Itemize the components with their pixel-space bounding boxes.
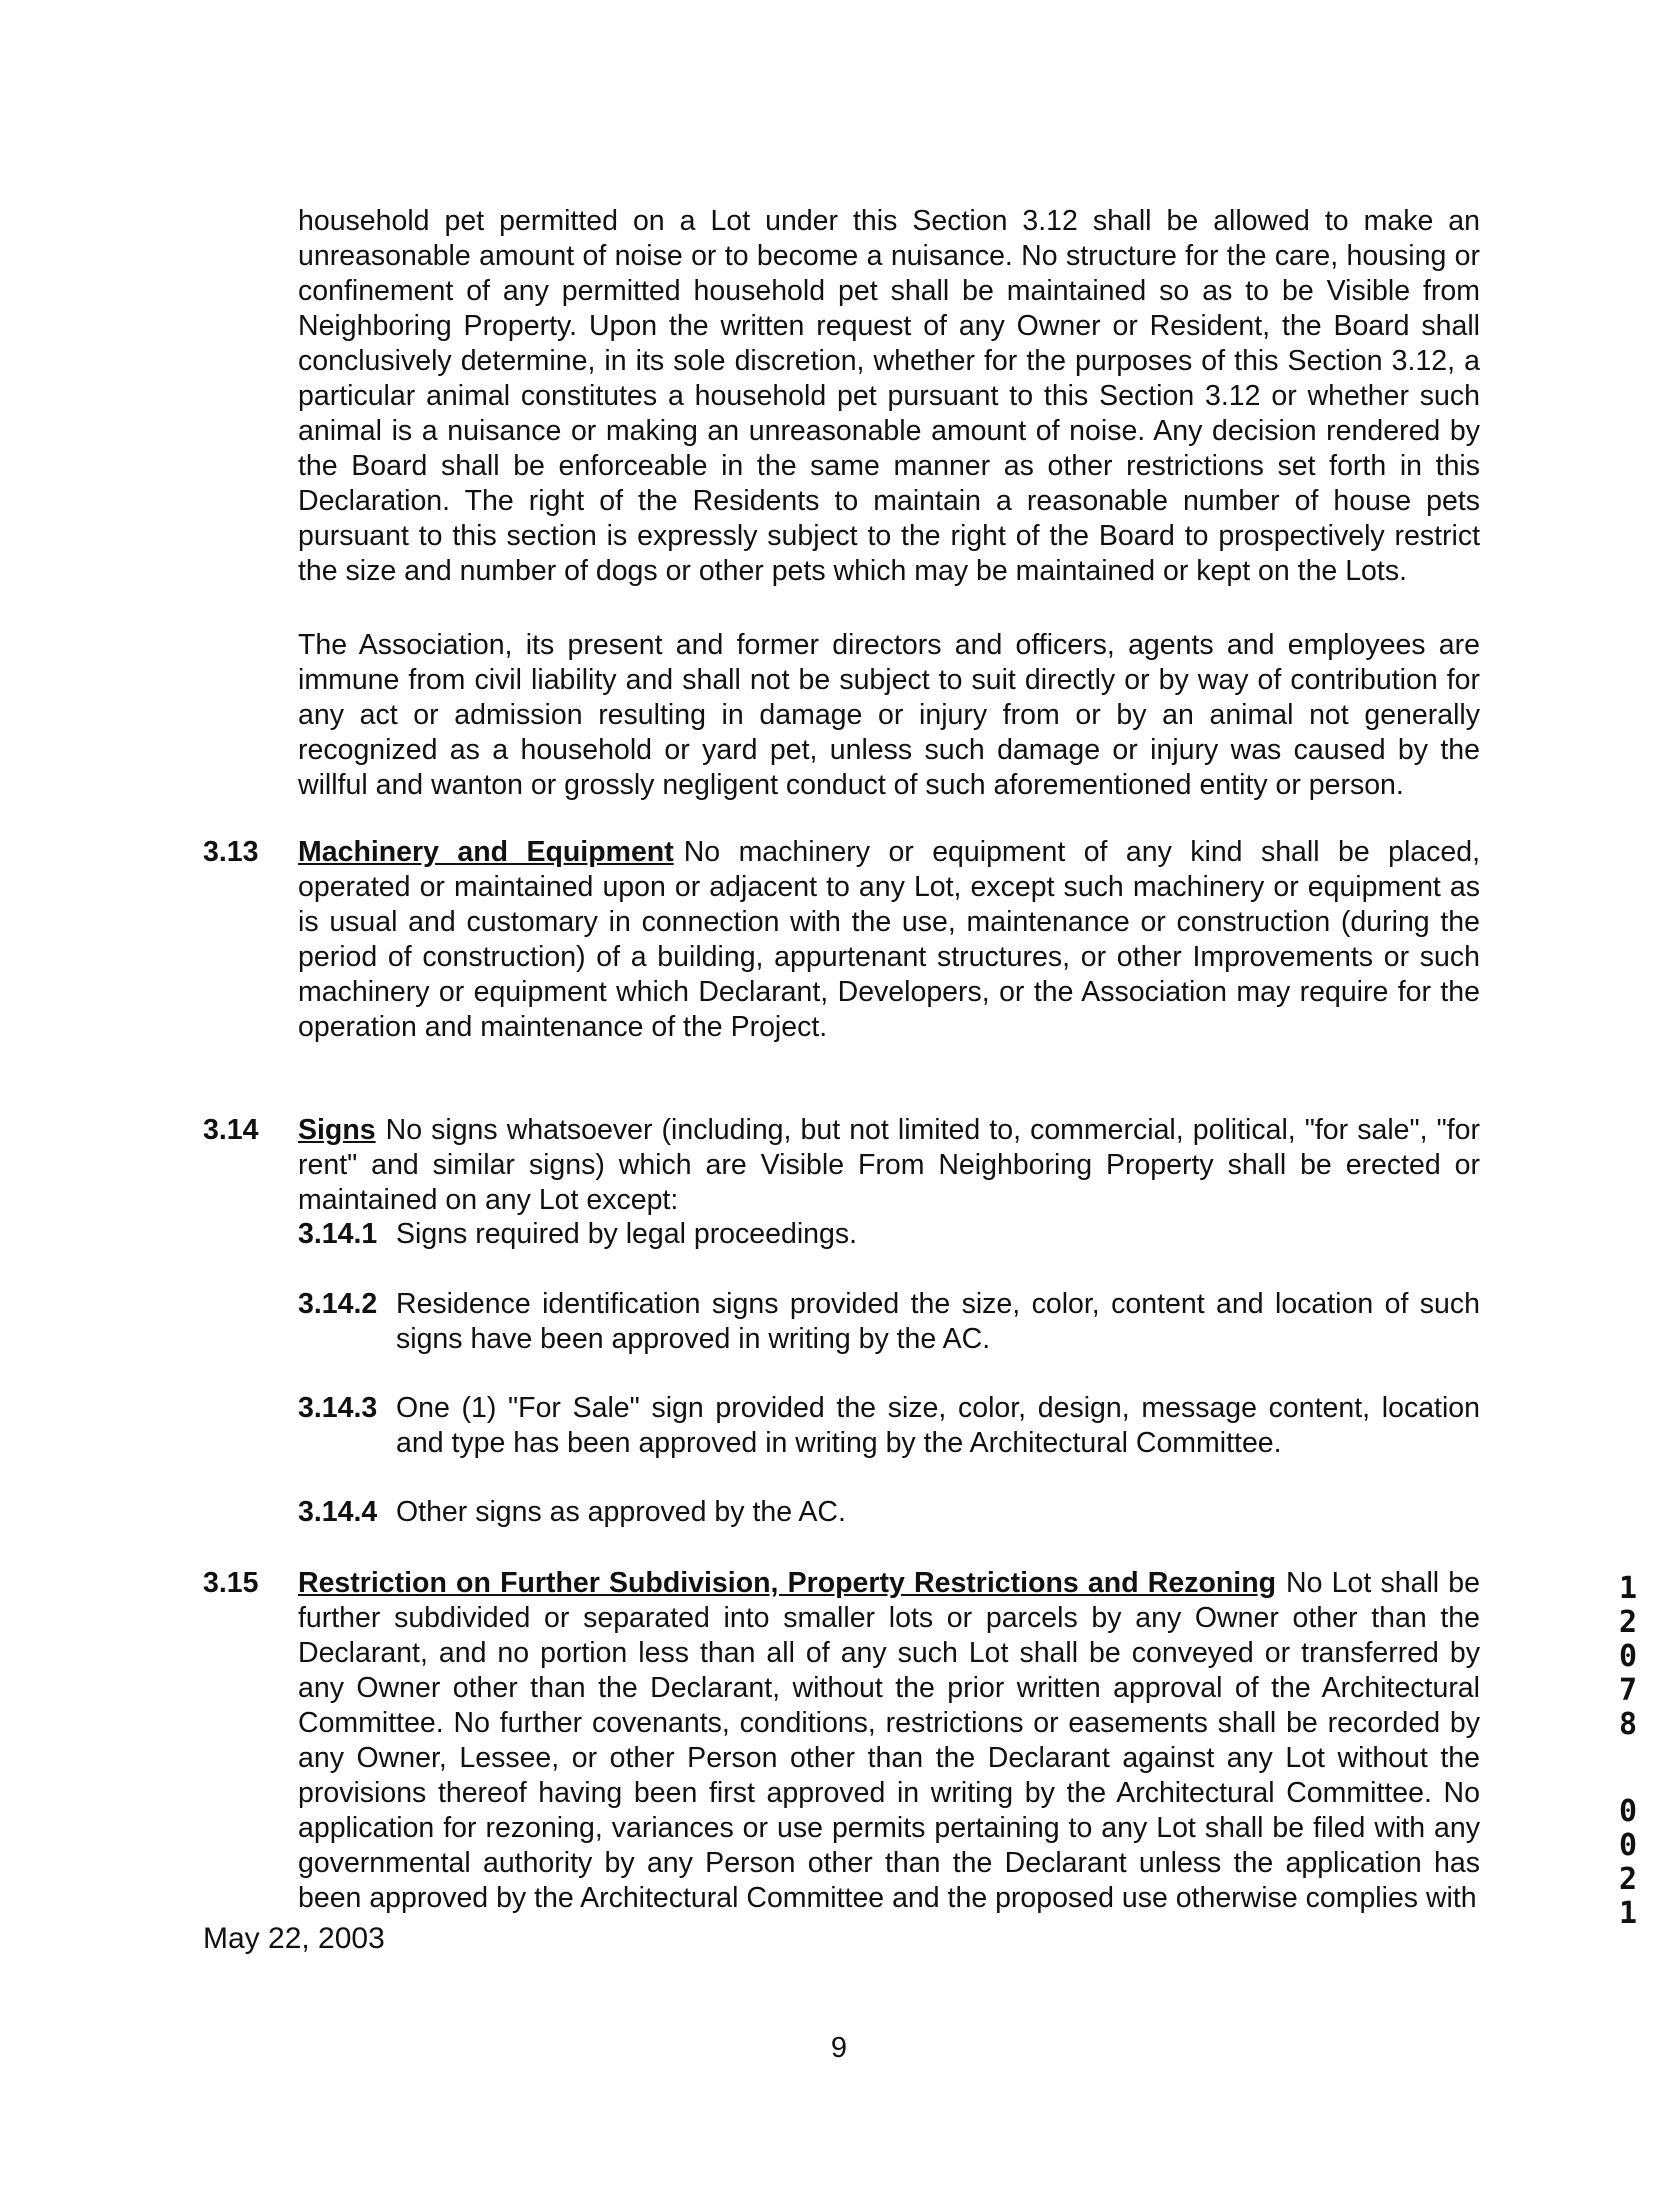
section-3-15 (203, 1566, 1480, 1916)
section-heading: Machinery and Equipment (298, 836, 674, 868)
page-number: 9 (830, 2032, 848, 2064)
recording-stamp-bottom (1613, 1795, 1643, 1931)
section-number: 3.13 (203, 836, 259, 868)
section-3-13 (203, 835, 1480, 1045)
subsection-3-14-1 (298, 1217, 1480, 1252)
subsection-number: 3.14.4 (298, 1496, 378, 1528)
section-text: No Lot shall be further subdivided or separated into smaller lots or parcels by any Owner other than the Declarant, and no portion less than all of any such Lot shall be conveyed or transferred by any Owner other than the Declarant, without the prior written approval of the Architectural Committee. No further covenants, conditions, restrictions or easements shall be recorded by any Owner, Lessee, or other Person other than the Declarant against any Lot without the provisions thereof having been first approved in writing by the Architectural Committee. No application for rezoning, variances or use permits pertaining to any Lot shall be filed with any governmental authority by any Person other than the Declarant unless the application has been approved by the Architectural Committee and the proposed use otherwise complies with (298, 1567, 1480, 1914)
paragraph-association-immunity: The Association, its present and former directors and officers, agents and employees are immune from civil liability and shall not be subject to suit directly or by way of contribution for any act or admission resulting in damage or injury from or by an animal not generally recognized as a household or yard pet, unless such damage or injury was caused by the willful and wanton or grossly negligent conduct of such aforementioned entity or person. (298, 629, 1480, 801)
subsection-number: 3.14.1 (298, 1218, 378, 1250)
section-heading: Signs (298, 1114, 376, 1146)
footer-date: May 22, 2003 (203, 1922, 385, 1955)
section-content (298, 835, 1480, 1045)
stamp-digit: 0 (1618, 1639, 1638, 1674)
section-text: No signs whatsoever (including, but not limited to, commercial, political, "for sale", "for rent" and similar signs) which are Visible From Neighboring Property shall be erected or maintained on any Lot except: (298, 1114, 1480, 1216)
subsection-3-14-4 (298, 1495, 1480, 1530)
stamp-digit: 7 (1618, 1673, 1638, 1708)
subsection-text: Residence identification signs provided the size, color, content and location of such signs have been approved in writing by the AC. (396, 1288, 1480, 1355)
subsection-3-14-3 (298, 1391, 1480, 1461)
section-content (298, 1113, 1480, 1218)
section-number: 3.15 (203, 1567, 259, 1599)
section-content (298, 1566, 1480, 1916)
stamp-digit: 2 (1618, 1862, 1638, 1897)
subsection-text: Other signs as approved by the AC. (396, 1496, 846, 1528)
stamp-digit: 0 (1618, 1794, 1638, 1829)
stamp-digit: 1 (1618, 1896, 1638, 1931)
recording-stamp-top (1613, 1572, 1643, 1742)
subsection-3-14-2 (298, 1287, 1480, 1357)
stamp-digit: 1 (1618, 1571, 1638, 1606)
subsection-number: 3.14.3 (298, 1392, 378, 1424)
subsection-text: Signs required by legal proceedings. (396, 1218, 858, 1250)
section-number: 3.14 (203, 1114, 259, 1146)
section-text: No machinery or equipment of any kind shall be placed, operated or maintained upon or adjacent to any Lot, except such machinery or equipment as is usual and customary in connection with the use, maintenance or construction (during the period of construction) of a building, appurtenant structures, or other Improvements or such machinery or equipment which Declarant, Developers, or the Association may require for the operation and maintenance of the Project. (298, 836, 1480, 1043)
stamp-digit: 8 (1618, 1707, 1638, 1742)
subsection-number: 3.14.2 (298, 1288, 378, 1320)
subsection-text: One (1) "For Sale" sign provided the size, color, design, message content, location and type has been approved in writing by the Architectural Committee. (396, 1392, 1480, 1459)
section-3-14 (203, 1113, 1480, 1218)
section-heading: Restriction on Further Subdivision, Property Restrictions and Rezoning (298, 1567, 1277, 1599)
paragraph-pets-continued: household pet permitted on a Lot under this Section 3.12 shall be allowed to make an unreasonable amount of noise or to become a nuisance. No structure for the care, housing or confinement of any permitted household pet shall be maintained so as to be Visible from Neighboring Property. Upon the written request of any Owner or Resident, the Board shall conclusively determine, in its sole discretion, whether for the purposes of this Section 3.12, a particular animal constitutes a household pet pursuant to this Section 3.12 or whether such animal is a nuisance or making an unreasonable amount of noise. Any decision rendered by the Board shall be enforceable in the same manner as other restrictions set forth in this Declaration. The right of the Residents to maintain a reasonable number of house pets pursuant to this section is expressly subject to the right of the Board to prospectively restrict the size and number of dogs or other pets which may be maintained or kept on the Lots. (298, 205, 1480, 587)
stamp-digit: 2 (1618, 1605, 1638, 1640)
stamp-digit: 0 (1618, 1828, 1638, 1863)
